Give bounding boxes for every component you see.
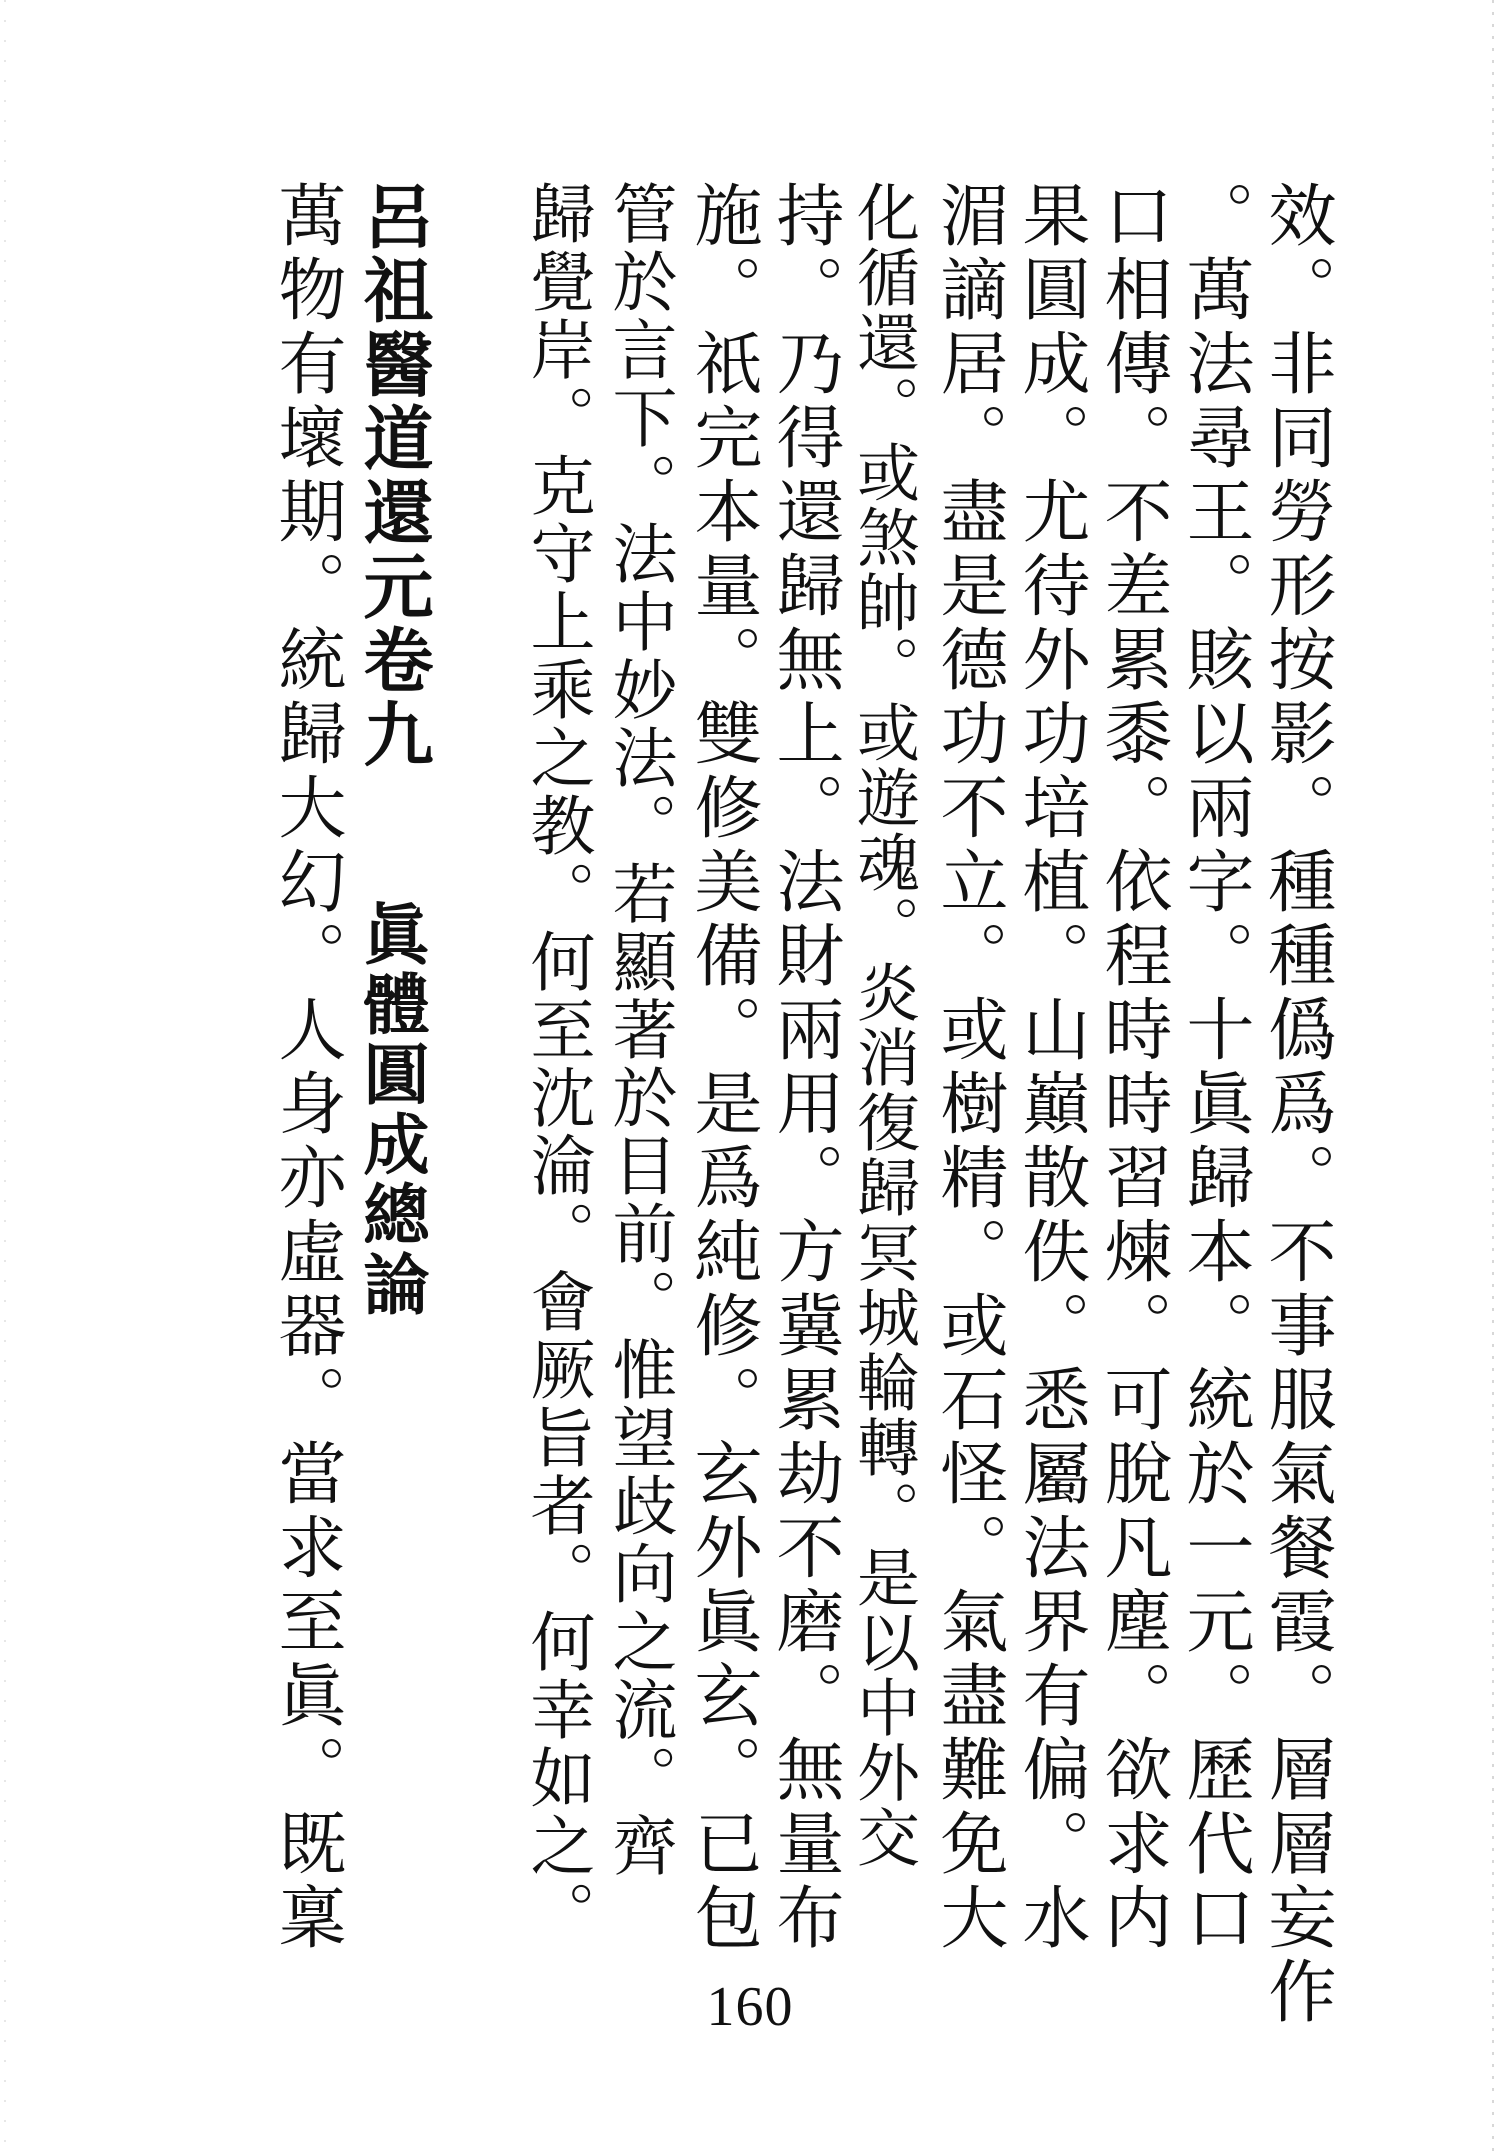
text-column-7: 持。乃得還歸無上。法財兩用。方冀累劫不磨。無量布 [765, 180, 844, 1956]
final-text-column: 萬物有壞期。統歸大幻。人身亦虛器。當求至眞。既稟 [267, 180, 346, 1956]
page-edge-right [1492, 0, 1494, 2153]
text-column-9: 管於言下。法中妙法。若顯著於目前。惟望歧向之流。齊 [601, 180, 676, 1880]
text-column-6: 化循還。或煞帥。或遊魂。炎消復歸冥城輪轉。是以中外交 [847, 180, 920, 1870]
chapter-title: 呂祖醫道還元卷九 [352, 180, 435, 772]
text-column-3: 口相傳。不差累黍。依程時時習煉。可脫凡塵。欲求内 [1093, 180, 1172, 1956]
text-column-4: 果圓成。尤待外功培植。山巔散佚。悉屬法界有偏。水 [1011, 180, 1090, 1956]
section-title: 眞體圓成總論 [352, 900, 430, 1320]
text-column-1: 效。非同勞形按影。種種僞爲。不事服氣餐霞。層層妄作 [1257, 180, 1336, 2030]
text-column-10: 歸覺岸。克守上乘之教。何至沈淪。會厥旨者。何幸如之。 [519, 180, 594, 1948]
page-edge-left [4, 0, 6, 2153]
text-column-2: 。萬法尋王。賅以兩字。十眞歸本。統於一元。歷代口 [1175, 180, 1254, 1956]
text-column-5: 湄謫居。盡是德功不立。或樹精。或石怪。氣盡難免大 [929, 180, 1008, 1956]
page-number: 160 [706, 1976, 794, 2038]
text-column-8: 施。祇完本量。雙修美備。是爲純修。玄外眞玄。已包 [683, 180, 762, 1956]
